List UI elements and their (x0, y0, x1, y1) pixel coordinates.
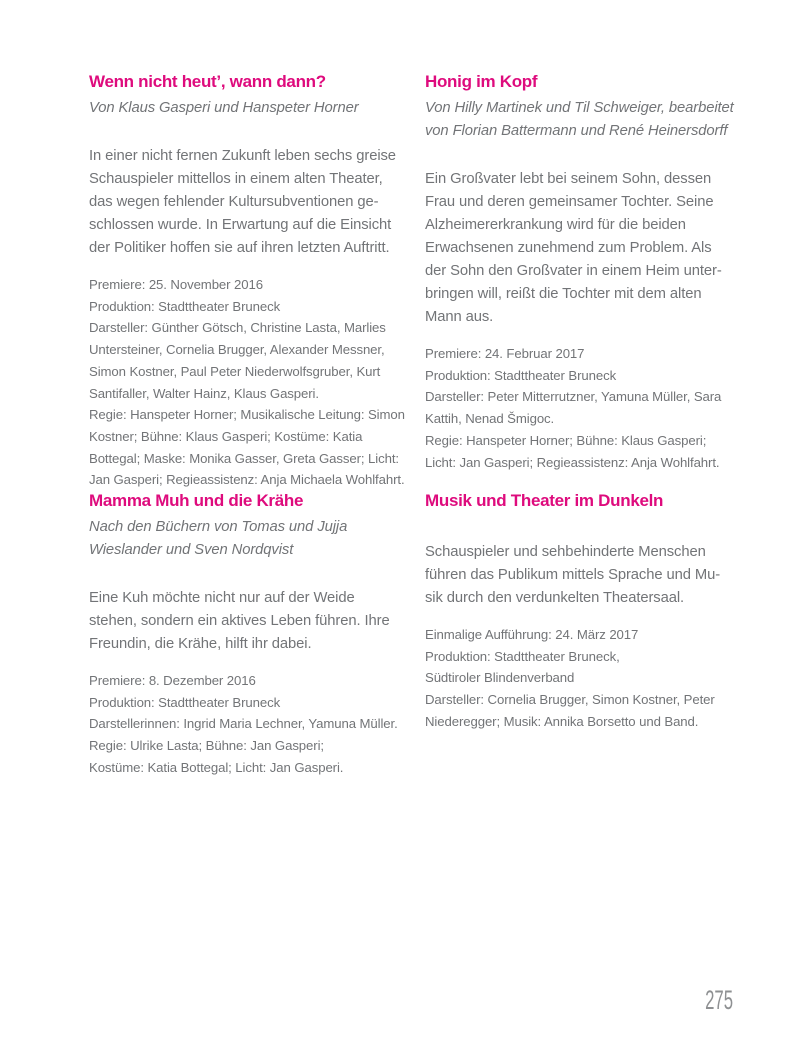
text-line: Produktion: Stadttheater Bruneck (89, 694, 281, 710)
text-line: sik durch den verdunkelten Theatersaal. (425, 590, 685, 607)
entry-credits (89, 274, 405, 491)
text-line: Regie: Ulrike Lasta; Bühne: Jan Gasperi; (89, 738, 324, 754)
text-line: Produktion: Stadttheater Bruneck (425, 367, 617, 383)
text-line: Premiere: 25. November 2016 (89, 277, 263, 292)
text-line: Darsteller: Peter Mitterrutzner, Yamuna Müller, Sara (425, 389, 722, 405)
text-line: Niederegger; Musik: Annika Borsetto und Band. (425, 713, 699, 729)
text-line: stehen, sondern ein aktives Leben führen. Ihre (89, 613, 390, 630)
text-line: Kostner; Bühne: Klaus Gasperi; Kostüme: Katia (89, 428, 363, 444)
text-line: der Politiker hoffen sie auf ihren letzten Auftritt. (89, 240, 390, 256)
text-line: Bottegal; Maske: Monika Gasser, Greta Gasser; Licht: (89, 450, 399, 466)
text-line: Produktion: Stadttheater Bruneck (89, 298, 281, 314)
text-line: Wieslander und Sven Nordqvist (89, 542, 294, 559)
text-line: Schauspieler und sehbehinderte Menschen (425, 544, 706, 561)
text-line: bringen will, reißt die Tochter mit dem alten (425, 286, 702, 302)
text-line: Darstellerinnen: Ingrid Maria Lechner, Yamuna Müller. (89, 716, 398, 732)
text-line: Kattih, Nenad Šmigoc. (425, 411, 555, 427)
entry-description (425, 168, 734, 329)
text-line: Freundin, die Krähe, hilft ihr dabei. (89, 636, 312, 653)
text-line: Regie: Hanspeter Horner; Musikalische Leitung: Simon (89, 407, 405, 423)
text-line: das wegen fehlender Kultursubventionen ge- (89, 194, 379, 210)
entry-credits (425, 624, 734, 733)
text-line: Simon Kostner, Paul Peter Niederwolfsgruber, Kurt (89, 363, 381, 379)
program-entry (425, 491, 734, 779)
page-number: 275 (705, 985, 733, 1015)
text-line: Darsteller: Günther Götsch, Christine Lasta, Marlies (89, 320, 386, 336)
entry-author-line (89, 97, 398, 120)
program-entry (425, 72, 734, 491)
text-line: schlossen wurde. In Erwartung auf die Einsicht (89, 217, 392, 233)
entry-title: Honig im Kopf (425, 72, 538, 91)
text-line: der Sohn den Großvater in einem Heim unter- (425, 263, 722, 279)
text-line: In einer nicht fernen Zukunft leben sechs greise (89, 148, 396, 164)
text-line: Frau und deren gemeinsamer Tochter. Seine (425, 194, 714, 210)
text-line: führen das Publikum mittels Sprache und Mu- (425, 567, 721, 584)
text-line: Eine Kuh möchte nicht nur auf der Weide (89, 590, 355, 607)
entry-credits (89, 670, 398, 779)
program-entry (89, 491, 398, 779)
entry-title: Musik und Theater im Dunkeln (425, 491, 664, 511)
text-line: Nach den Büchern von Tomas und Jujja (89, 519, 348, 536)
text-line: Premiere: 8. Dezember 2016 (89, 673, 256, 689)
text-line: Alzheimererkrankung wird für die beiden (425, 217, 686, 233)
text-line: Produktion: Stadttheater Bruneck, (425, 648, 620, 664)
text-line: Regie: Hanspeter Horner; Bühne: Klaus Gasperi; (425, 432, 707, 448)
text-line: Mann aus. (425, 309, 494, 325)
entry-credits (425, 343, 734, 473)
text-line: Darsteller: Cornelia Brugger, Simon Kostner, Peter (425, 692, 715, 708)
text-line: Ein Großvater lebt bei seinem Sohn, dessen (425, 171, 712, 187)
text-line: Einmalige Aufführung: 24. März 2017 (425, 627, 639, 643)
text-line: Erwachsenen zunehmend zum Problem. Als (425, 240, 712, 256)
text-line: Untersteiner, Cornelia Brugger, Alexander Messner, (89, 342, 385, 358)
text-line: Von Hilly Martinek und Til Schweiger, bearbeitet (425, 100, 734, 116)
text-line: Santifaller, Walter Hainz, Klaus Gasperi. (89, 385, 319, 401)
text-line: Schauspieler mittellos in einem alten Theater, (89, 171, 383, 187)
text-line: Kostüme: Katia Bottegal; Licht: Jan Gasperi. (89, 759, 344, 775)
text-line: Jan Gasperi; Regieassistenz: Anja Michaela Wohlfahrt. (89, 472, 405, 488)
entry-title: Mamma Muh und die Krähe (89, 491, 304, 511)
entry-title: Wenn nicht heut’, wann dann? (89, 72, 326, 91)
entry-author-line (89, 516, 398, 562)
text-line: Premiere: 24. Februar 2017 (425, 346, 585, 361)
entry-description (425, 541, 734, 610)
text-line: von Florian Battermann und René Heinersdorff (425, 123, 728, 139)
text-line: Südtiroler Blindenverband (425, 670, 575, 686)
text-line: Licht: Jan Gasperi; Regieassistenz: Anja Wohlfahrt. (425, 454, 720, 470)
entry-description (89, 587, 398, 656)
entry-description (89, 145, 398, 260)
program-grid (89, 72, 734, 779)
program-entry (89, 72, 405, 491)
text-line: Von Klaus Gasperi und Hanspeter Horner (89, 100, 359, 116)
entry-author-line (425, 97, 734, 143)
